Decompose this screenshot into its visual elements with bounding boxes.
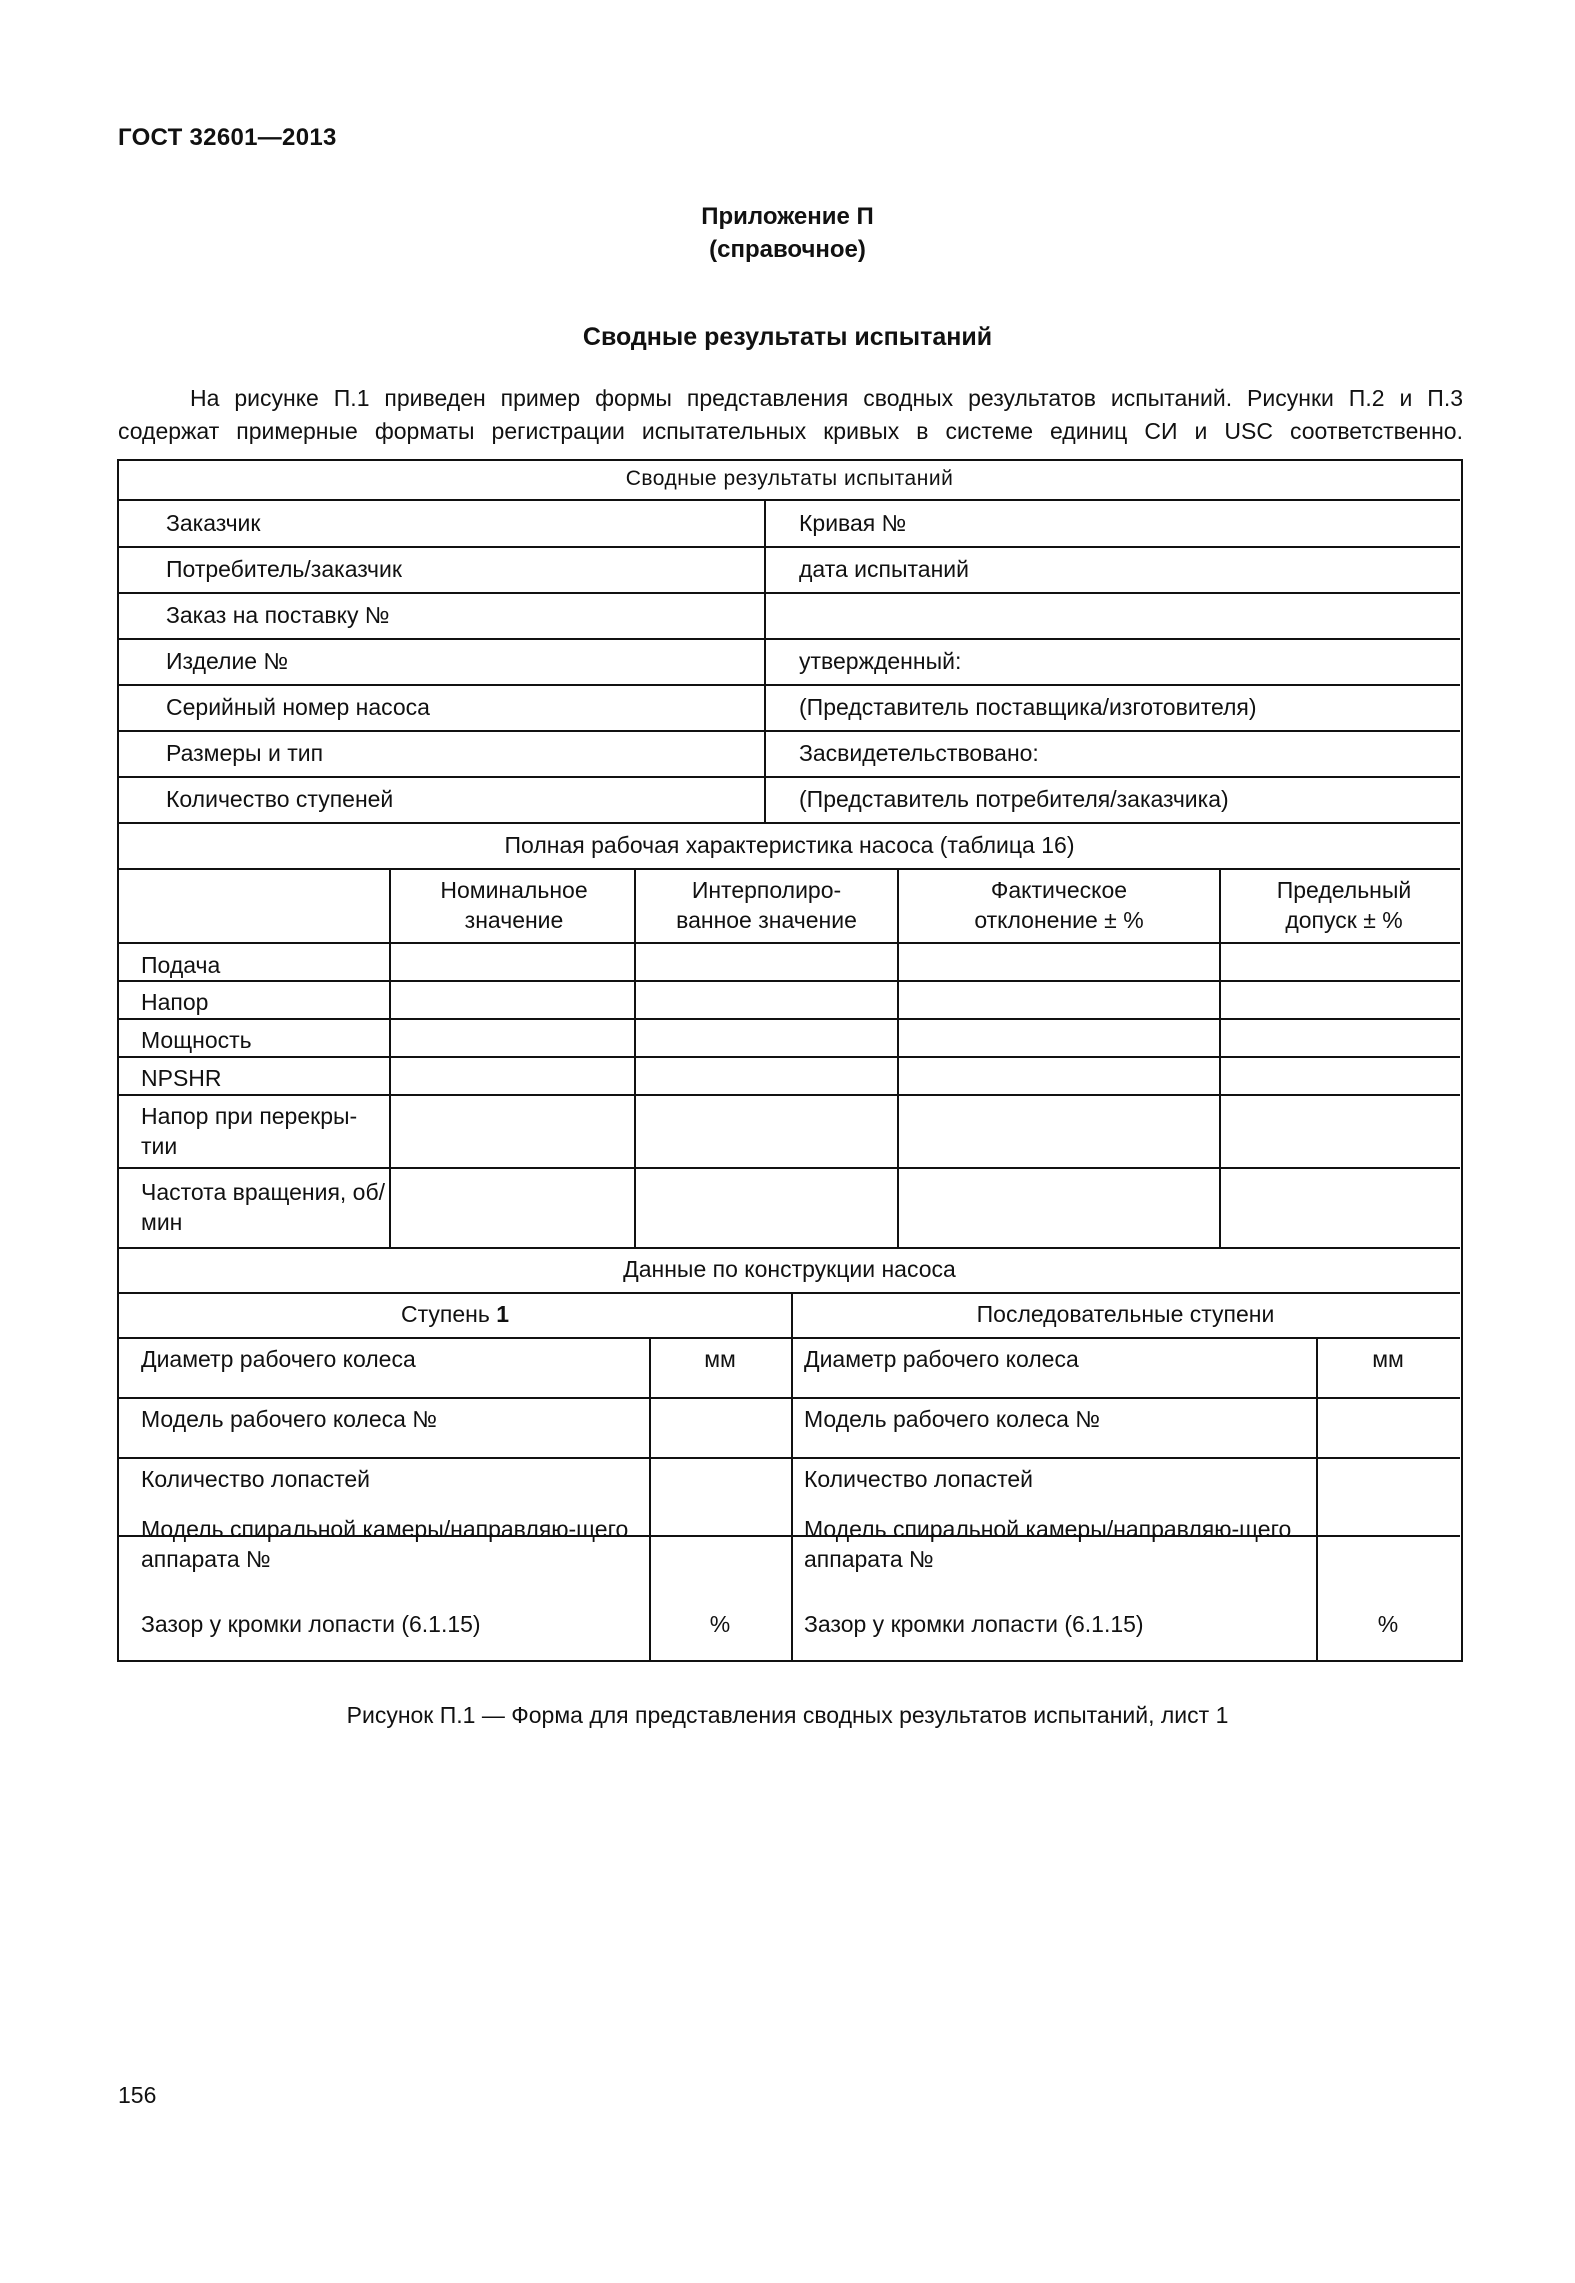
- page-number: 156: [118, 2082, 157, 2108]
- subseq-impeller-diameter-unit: мм: [1372, 1346, 1404, 1372]
- col-tolerance: Предельный допуск ± %: [1276, 877, 1412, 933]
- approved-label: утвержденный:: [799, 648, 962, 674]
- summary-form: [117, 459, 1463, 1662]
- customer-label: Заказчик: [166, 510, 261, 536]
- serial-number-label: Серийный номер насоса: [166, 694, 430, 720]
- annex-type: (справочное): [709, 236, 866, 263]
- row-speed: Частота вращения, об/мин: [141, 1179, 386, 1235]
- vane-gap-unit: %: [709, 1611, 731, 1637]
- row-head: Напор: [141, 989, 209, 1015]
- stage-1-number: 1: [496, 1301, 510, 1327]
- row-shutoff-head: Напор при перекры-тии: [141, 1103, 358, 1159]
- stages-count-label: Количество ступеней: [166, 786, 394, 812]
- intro-line-1: На рисунке П.1 приведен пример формы представления сводных результатов испытаний. Рисунки П.2 и П.3: [190, 385, 1463, 411]
- purchaser-label: Потребитель/заказчик: [166, 556, 402, 582]
- subseq-impeller-diameter-label: Диаметр рабочего колеса: [804, 1346, 1079, 1372]
- curve-number-label: Кривая №: [799, 510, 907, 536]
- impeller-diameter-unit: мм: [704, 1346, 736, 1372]
- col-rated-value: Номинальное значение: [440, 877, 588, 933]
- figure-caption: Рисунок П.1 — Форма для представления сводных результатов испытаний, лист 1: [346, 1702, 1229, 1728]
- annex-heading: [0, 200, 1575, 266]
- standard-id: ГОСТ 32601—2013: [118, 124, 337, 151]
- row-flow: Подача: [141, 952, 221, 978]
- vane-gap-label: Зазор у кромки лопасти (6.1.15): [141, 1611, 481, 1637]
- performance-title: Полная рабочая характеристика насоса (таблица 16): [504, 832, 1075, 858]
- stage-1-header: [119, 1299, 791, 1329]
- supplier-rep-label: (Представитель поставщика/изготовителя): [799, 694, 1257, 720]
- annex-title: Приложение П: [701, 203, 874, 230]
- form-title: Сводные результаты испытаний: [625, 467, 954, 490]
- vane-count-label: Количество лопастей: [141, 1466, 371, 1492]
- section-title: Сводные результаты испытаний: [582, 323, 993, 351]
- volute-model-label: Модель спиральной камеры/направляю-щего аппарата №: [141, 1516, 629, 1572]
- subseq-vane-count-label: Количество лопастей: [804, 1466, 1034, 1492]
- stage-1-prefix: Ступень: [400, 1301, 497, 1327]
- col-interpolated-value: Интерполиро-ванное значение: [676, 877, 857, 933]
- construction-title: Данные по конструкции насоса: [623, 1256, 956, 1282]
- subseq-vane-gap-label: Зазор у кромки лопасти (6.1.15): [804, 1611, 1144, 1637]
- col-actual-deviation: Фактическое отклонение ± %: [974, 877, 1144, 933]
- intro-line-2: содержат примерные форматы регистрации испытательных кривых в системе единиц СИ и USC соответственно.: [118, 418, 1463, 444]
- witnessed-label: Засвидетельствовано:: [799, 740, 1039, 766]
- purchase-order-label: Заказ на поставку №: [166, 602, 390, 628]
- subseq-volute-model-label: Модель спиральной камеры/направляю-щего аппарата №: [804, 1516, 1292, 1572]
- row-npshr: NPSHR: [141, 1065, 222, 1091]
- size-type-label: Размеры и тип: [166, 740, 324, 766]
- row-power: Мощность: [141, 1027, 252, 1053]
- impeller-diameter-label: Диаметр рабочего колеса: [141, 1346, 416, 1372]
- test-date-label: дата испытаний: [799, 556, 969, 582]
- impeller-model-label: Модель рабочего колеса №: [141, 1406, 438, 1432]
- subseq-impeller-model-label: Модель рабочего колеса №: [804, 1406, 1101, 1432]
- purchaser-rep-label: (Представитель потребителя/заказчика): [799, 786, 1229, 812]
- subsequent-stages-header: Последовательные ступени: [976, 1301, 1275, 1327]
- item-number-label: Изделие №: [166, 648, 289, 674]
- subseq-vane-gap-unit: %: [1377, 1611, 1399, 1637]
- intro-paragraph: [118, 382, 1463, 448]
